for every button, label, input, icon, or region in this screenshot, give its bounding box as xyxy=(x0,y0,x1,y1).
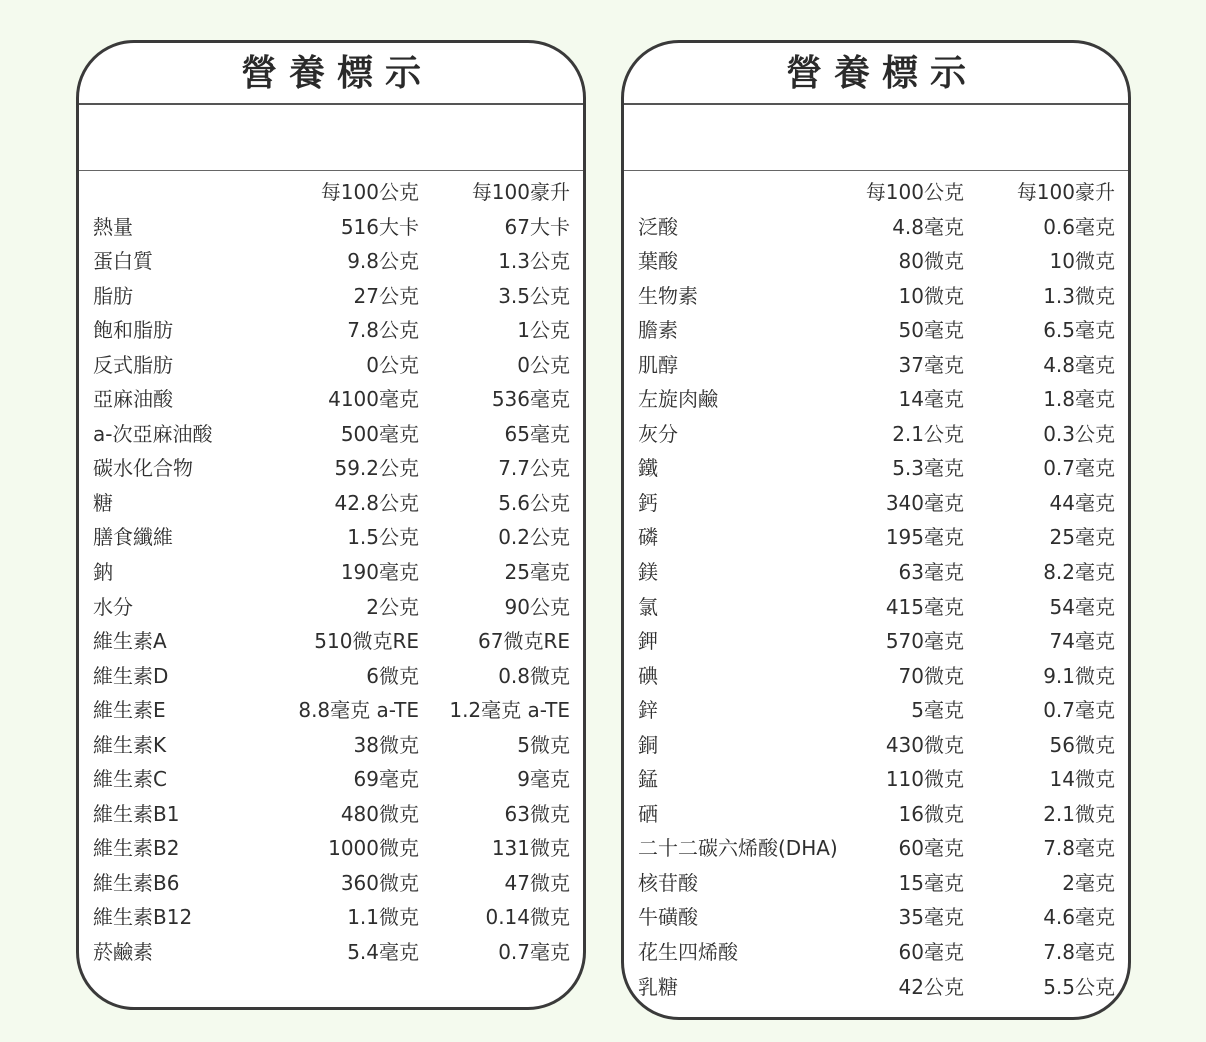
nutrient-name: 肌醇 xyxy=(638,352,678,377)
value-per-100g: 510微克RE xyxy=(314,629,419,654)
value-per-100g: 2.1公克 xyxy=(892,421,964,446)
value-per-100ml: 0.14微克 xyxy=(485,905,570,930)
nutrient-name: 碘 xyxy=(638,663,658,688)
value-per-100g: 14毫克 xyxy=(898,387,964,412)
nutrition-panel-left xyxy=(76,40,586,1010)
value-per-100ml: 0.3公克 xyxy=(1043,421,1115,446)
nutrient-name: 膳食纖維 xyxy=(93,525,173,550)
table-row xyxy=(624,555,1128,590)
value-per-100g: 42公克 xyxy=(898,974,964,999)
nutrient-name: 銅 xyxy=(638,732,658,757)
panel-title: 營養標示 xyxy=(79,43,583,105)
value-per-100g: 500毫克 xyxy=(340,421,419,446)
value-per-100g: 1.5公克 xyxy=(347,525,419,550)
nutrient-name: 灰分 xyxy=(638,421,678,446)
table-row xyxy=(624,451,1128,486)
table-header-row xyxy=(624,175,1128,210)
table-row xyxy=(79,313,583,348)
value-per-100g: 1.1微克 xyxy=(347,905,419,930)
table-row xyxy=(624,728,1128,763)
table-row xyxy=(79,900,583,935)
table-row xyxy=(79,417,583,452)
table-row xyxy=(79,520,583,555)
value-per-100ml: 5微克 xyxy=(517,732,570,757)
table-row xyxy=(79,451,583,486)
nutrient-name: 硒 xyxy=(638,801,658,826)
value-per-100g: 110微克 xyxy=(885,767,964,792)
value-per-100g: 42.8公克 xyxy=(334,490,419,515)
value-per-100ml: 536毫克 xyxy=(491,387,570,412)
table-row xyxy=(79,693,583,728)
nutrient-name: 鋅 xyxy=(638,698,658,723)
nutrient-name: 鉀 xyxy=(638,629,658,654)
nutrient-name: 維生素B2 xyxy=(93,836,180,861)
nutrient-name: 熱量 xyxy=(93,214,133,239)
blank-area xyxy=(79,105,583,171)
value-per-100g: 5.4毫克 xyxy=(347,940,419,965)
nutrient-name: 維生素C xyxy=(93,767,167,792)
table-row xyxy=(79,382,583,417)
table-row xyxy=(624,866,1128,901)
value-per-100g: 27公克 xyxy=(353,283,419,308)
value-per-100ml: 7.7公克 xyxy=(498,456,570,481)
value-per-100ml: 14微克 xyxy=(1049,767,1115,792)
nutrient-name: 鎂 xyxy=(638,560,658,585)
value-per-100g: 4100毫克 xyxy=(328,387,419,412)
table-row xyxy=(624,762,1128,797)
value-per-100ml: 25毫克 xyxy=(1049,525,1115,550)
value-per-100ml: 1.2毫克 a-TE xyxy=(449,698,570,723)
table-row xyxy=(79,762,583,797)
value-per-100ml: 0.6毫克 xyxy=(1043,214,1115,239)
value-per-100g: 9.8公克 xyxy=(347,249,419,274)
value-per-100ml: 5.6公克 xyxy=(498,490,570,515)
nutrition-panel-right xyxy=(621,40,1131,1020)
nutrient-name: 左旋肉鹼 xyxy=(638,387,718,412)
header-per-100g: 每100公克 xyxy=(865,180,964,204)
table-row xyxy=(624,659,1128,694)
value-per-100ml: 65毫克 xyxy=(504,421,570,446)
value-per-100ml: 47微克 xyxy=(504,870,570,895)
value-per-100ml: 67微克RE xyxy=(478,629,570,654)
value-per-100g: 5毫克 xyxy=(911,698,964,723)
value-per-100ml: 5.5公克 xyxy=(1043,974,1115,999)
nutrient-name: 反式脂肪 xyxy=(93,352,173,377)
value-per-100ml: 74毫克 xyxy=(1049,629,1115,654)
value-per-100ml: 0.7毫克 xyxy=(498,940,570,965)
nutrient-name: 維生素B6 xyxy=(93,870,180,895)
value-per-100ml: 0.7毫克 xyxy=(1043,698,1115,723)
table-row xyxy=(624,935,1128,970)
table-row xyxy=(624,279,1128,314)
table-row xyxy=(624,797,1128,832)
value-per-100g: 0公克 xyxy=(366,352,419,377)
value-per-100ml: 54毫克 xyxy=(1049,594,1115,619)
nutrient-name: 維生素B1 xyxy=(93,801,180,826)
value-per-100g: 516大卡 xyxy=(340,214,419,239)
table-row xyxy=(79,831,583,866)
nutrient-name: 鈣 xyxy=(638,490,658,515)
value-per-100ml: 6.5毫克 xyxy=(1043,318,1115,343)
nutrient-name: 飽和脂肪 xyxy=(93,318,173,343)
value-per-100ml: 8.2毫克 xyxy=(1043,560,1115,585)
value-per-100g: 80微克 xyxy=(898,249,964,274)
value-per-100ml: 10微克 xyxy=(1049,249,1115,274)
table-row xyxy=(79,797,583,832)
nutrient-name: 維生素K xyxy=(93,732,167,757)
panel-title: 營養標示 xyxy=(624,43,1128,105)
value-per-100ml: 1.8毫克 xyxy=(1043,387,1115,412)
nutrient-name: 生物素 xyxy=(638,283,698,308)
value-per-100ml: 0公克 xyxy=(517,352,570,377)
value-per-100ml: 1.3公克 xyxy=(498,249,570,274)
nutrient-name: 乳糖 xyxy=(638,974,678,999)
value-per-100ml: 0.8微克 xyxy=(498,663,570,688)
table-row xyxy=(79,728,583,763)
value-per-100ml: 4.6毫克 xyxy=(1043,905,1115,930)
value-per-100g: 38微克 xyxy=(353,732,419,757)
nutrient-name: 鐵 xyxy=(638,456,658,481)
table-row xyxy=(624,831,1128,866)
blank-area xyxy=(624,105,1128,171)
value-per-100g: 4.8毫克 xyxy=(892,214,964,239)
value-per-100ml: 25毫克 xyxy=(504,560,570,585)
value-per-100g: 340毫克 xyxy=(885,490,964,515)
value-per-100ml: 2.1微克 xyxy=(1043,801,1115,826)
value-per-100g: 70微克 xyxy=(898,663,964,688)
value-per-100ml: 90公克 xyxy=(504,594,570,619)
value-per-100ml: 56微克 xyxy=(1049,732,1115,757)
value-per-100g: 37毫克 xyxy=(898,352,964,377)
table-row xyxy=(79,935,583,970)
nutrient-name: a-次亞麻油酸 xyxy=(93,421,213,446)
value-per-100ml: 1.3微克 xyxy=(1043,283,1115,308)
nutrient-name: 錳 xyxy=(638,767,658,792)
value-per-100g: 1000微克 xyxy=(328,836,419,861)
nutrition-table xyxy=(79,171,583,970)
nutrient-name: 二十二碳六烯酸(DHA) xyxy=(638,836,838,861)
value-per-100ml: 7.8毫克 xyxy=(1043,836,1115,861)
table-row xyxy=(624,210,1128,245)
nutrient-name: 鈉 xyxy=(93,560,113,585)
nutrient-name: 蛋白質 xyxy=(93,249,153,274)
table-row xyxy=(624,900,1128,935)
nutrient-name: 泛酸 xyxy=(638,214,678,239)
nutrient-name: 維生素A xyxy=(93,629,167,654)
value-per-100ml: 9毫克 xyxy=(517,767,570,792)
table-row xyxy=(624,693,1128,728)
table-row xyxy=(624,313,1128,348)
nutrient-name: 維生素B12 xyxy=(93,905,193,930)
value-per-100ml: 131微克 xyxy=(491,836,570,861)
nutrient-name: 碳水化合物 xyxy=(93,456,193,481)
table-row xyxy=(79,210,583,245)
value-per-100g: 69毫克 xyxy=(353,767,419,792)
value-per-100ml: 44毫克 xyxy=(1049,490,1115,515)
value-per-100ml: 4.8毫克 xyxy=(1043,352,1115,377)
value-per-100g: 63毫克 xyxy=(898,560,964,585)
nutrient-name: 亞麻油酸 xyxy=(93,387,173,412)
nutrient-name: 維生素E xyxy=(93,698,166,723)
nutrient-name: 葉酸 xyxy=(638,249,678,274)
value-per-100g: 6微克 xyxy=(366,663,419,688)
table-row xyxy=(624,520,1128,555)
table-row xyxy=(624,382,1128,417)
value-per-100g: 195毫克 xyxy=(885,525,964,550)
table-row xyxy=(624,624,1128,659)
value-per-100g: 480微克 xyxy=(340,801,419,826)
table-header-row xyxy=(79,175,583,210)
value-per-100g: 60毫克 xyxy=(898,836,964,861)
table-row xyxy=(79,279,583,314)
value-per-100g: 59.2公克 xyxy=(334,456,419,481)
value-per-100ml: 0.2公克 xyxy=(498,525,570,550)
value-per-100g: 415毫克 xyxy=(885,594,964,619)
table-row xyxy=(624,348,1128,383)
value-per-100g: 7.8公克 xyxy=(347,318,419,343)
value-per-100ml: 7.8毫克 xyxy=(1043,940,1115,965)
nutrient-name: 核苷酸 xyxy=(638,870,698,895)
value-per-100g: 60毫克 xyxy=(898,940,964,965)
table-row xyxy=(624,417,1128,452)
table-row xyxy=(624,970,1128,1005)
nutrient-name: 維生素D xyxy=(93,663,169,688)
header-per-100ml: 每100豪升 xyxy=(471,180,570,204)
table-row xyxy=(79,659,583,694)
value-per-100ml: 1公克 xyxy=(517,318,570,343)
table-row xyxy=(79,555,583,590)
nutrient-name: 脂肪 xyxy=(93,283,133,308)
header-per-100ml: 每100豪升 xyxy=(1016,180,1115,204)
value-per-100ml: 0.7毫克 xyxy=(1043,456,1115,481)
nutrition-table xyxy=(624,171,1128,1004)
table-row xyxy=(624,486,1128,521)
nutrient-name: 磷 xyxy=(638,525,658,550)
value-per-100g: 35毫克 xyxy=(898,905,964,930)
value-per-100g: 360微克 xyxy=(340,870,419,895)
nutrient-name: 花生四烯酸 xyxy=(638,940,738,965)
value-per-100ml: 63微克 xyxy=(504,801,570,826)
table-row xyxy=(79,590,583,625)
value-per-100g: 430微克 xyxy=(885,732,964,757)
table-row xyxy=(624,244,1128,279)
nutrient-name: 氯 xyxy=(638,594,658,619)
nutrient-name: 膽素 xyxy=(638,318,678,343)
value-per-100g: 10微克 xyxy=(898,283,964,308)
value-per-100ml: 2毫克 xyxy=(1062,870,1115,895)
table-row xyxy=(79,244,583,279)
value-per-100g: 8.8毫克 a-TE xyxy=(298,698,419,723)
value-per-100g: 570毫克 xyxy=(885,629,964,654)
table-row xyxy=(79,624,583,659)
value-per-100g: 190毫克 xyxy=(340,560,419,585)
value-per-100g: 15毫克 xyxy=(898,870,964,895)
value-per-100g: 2公克 xyxy=(366,594,419,619)
nutrient-name: 牛磺酸 xyxy=(638,905,698,930)
nutrient-name: 水分 xyxy=(93,594,133,619)
value-per-100g: 16微克 xyxy=(898,801,964,826)
table-row xyxy=(79,348,583,383)
value-per-100ml: 3.5公克 xyxy=(498,283,570,308)
value-per-100g: 5.3毫克 xyxy=(892,456,964,481)
table-row xyxy=(79,486,583,521)
value-per-100g: 50毫克 xyxy=(898,318,964,343)
table-row xyxy=(624,590,1128,625)
table-row xyxy=(79,866,583,901)
value-per-100ml: 9.1微克 xyxy=(1043,663,1115,688)
header-per-100g: 每100公克 xyxy=(320,180,419,204)
value-per-100ml: 67大卡 xyxy=(504,214,570,239)
nutrient-name: 菸鹼素 xyxy=(93,940,153,965)
nutrient-name: 糖 xyxy=(93,490,113,515)
